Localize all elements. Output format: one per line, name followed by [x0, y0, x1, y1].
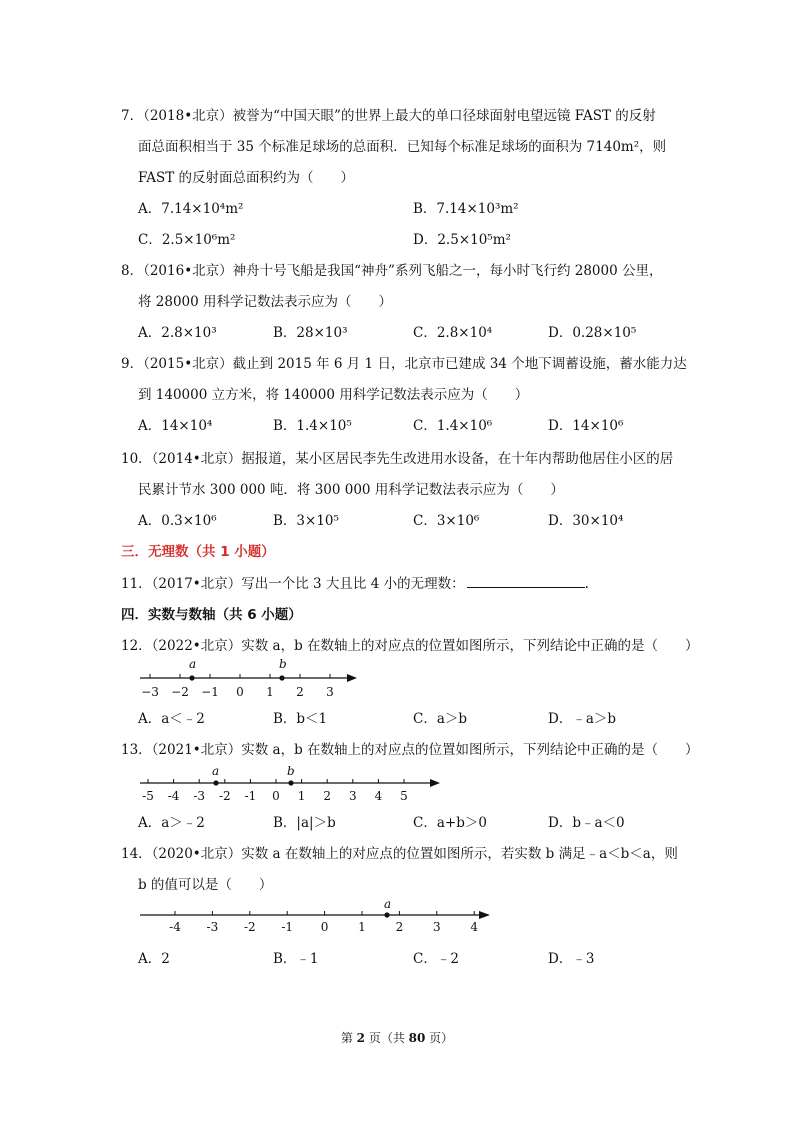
- q13-tick-label: 1: [297, 789, 306, 803]
- q9-line2: 到 140000 立方米，将 140000 用科学记数法表示应为（ ）: [138, 387, 529, 403]
- q13-point-b: [288, 780, 293, 785]
- q13-label-b: b: [287, 764, 295, 778]
- q13-option-a: A．a＞﹣2: [138, 815, 205, 831]
- footer-suffix: 页）: [425, 1031, 454, 1045]
- q10-line2: 民累计节水 300 000 吨．将 300 000 用科学记数法表示应为（ ）: [138, 482, 564, 498]
- q8-line1: 8．（2016•北京）神舟十号飞船是我国“神舟”系列飞船之一，每小时飞行约 28000 公里，: [121, 263, 663, 279]
- section-heading-irrational: 三．无理数（共 1 小题）: [121, 544, 275, 560]
- q13-number-line: [135, 760, 445, 805]
- q12-option-c: C．a＞b: [413, 711, 468, 727]
- q8-option-c: C．2.8×10⁴: [413, 325, 493, 341]
- q7-option-c: C．2.5×10⁶m²: [138, 232, 236, 248]
- q12-option-a: A．a＜﹣2: [138, 711, 205, 727]
- q12-option-b: B．b＜1: [273, 711, 328, 727]
- q8-line2: 将 28000 用科学记数法表示应为（ ）: [138, 294, 393, 310]
- q14-tick-label: 2: [395, 920, 404, 934]
- q7-line1: 7．（2018•北京）被誉为“中国天眼”的世界上最大的单口径球面射电望远镜 FAST 的反射: [121, 108, 656, 124]
- q13-tick-label: 0: [272, 789, 280, 803]
- q12-tick-label: −1: [201, 685, 219, 699]
- q13-tick-label: 4: [374, 789, 383, 803]
- q12-tick-label: −2: [171, 685, 189, 699]
- q10-option-b: B．3×10⁵: [273, 513, 339, 529]
- q14-tick-label: 1: [358, 920, 366, 934]
- footer-total-pages: 80: [408, 1031, 426, 1045]
- q7-option-b: B．7.14×10³m²: [413, 201, 519, 217]
- q12-point-b: [279, 675, 284, 680]
- q7-option-d: D．2.5×10⁵m²: [413, 232, 511, 248]
- q13-tick-label: -4: [167, 789, 180, 803]
- q11-period: .: [584, 576, 589, 592]
- footer-prefix: 第: [340, 1031, 357, 1045]
- q13-tick-label: 3: [348, 789, 357, 803]
- q14-option-b: B．﹣1: [273, 951, 319, 967]
- q13-tick-label: -5: [142, 789, 154, 803]
- q8-option-d: D．0.28×10⁵: [548, 325, 637, 341]
- q13-line1: 13．（2021•北京）实数 a，b 在数轴上的对应点的位置如图所示，下列结论中正确的是（ ）: [121, 742, 699, 758]
- q12-tick-label: −3: [141, 685, 159, 699]
- q14-line1: 14．（2020•北京）实数 a 在数轴上的对应点的位置如图所示，若实数 b 满足﹣a＜b＜a，则: [121, 846, 678, 862]
- q10-line1: 10．（2014•北京）据报道，某小区居民李先生改进用水设备，在十年内帮助他居住小区的居: [121, 451, 674, 467]
- q12-label-b: b: [279, 657, 287, 671]
- q13-tick-label: -2: [218, 789, 231, 803]
- q14-number-line: [135, 893, 495, 938]
- q7-option-a: A．7.14×10⁴m²: [138, 201, 244, 217]
- q12-label-a: a: [189, 657, 197, 671]
- q12-option-d: D．﹣a＞b: [548, 711, 617, 727]
- q13-tick-label: -1: [244, 789, 257, 803]
- q10-option-a: A．0.3×10⁶: [138, 513, 217, 529]
- q13-label-a: a: [212, 764, 220, 778]
- footer-page-number: 2: [356, 1031, 365, 1045]
- q13-option-d: D．b﹣a＜0: [548, 815, 625, 831]
- q9-option-a: A．14×10⁴: [138, 418, 213, 434]
- q14-option-a: A．2: [138, 951, 170, 967]
- q9-line1: 9．（2015•北京）截止到 2015 年 6 月 1 日，北京市已建成 34 个地下调蓄设施，蓄水能力达: [121, 356, 687, 372]
- q14-tick-label: 0: [320, 920, 329, 934]
- q14-line2: b 的值可以是（ ）: [138, 877, 273, 893]
- q7-line3: FAST 的反射面总面积约为（ ）: [138, 170, 354, 186]
- q14-point-a: [384, 912, 389, 917]
- q13-tick-label: -3: [193, 789, 206, 803]
- q13-point-a: [213, 780, 218, 785]
- q14-option-d: D．﹣3: [548, 951, 595, 967]
- q13-tick-label: 5: [400, 789, 408, 803]
- q13-option-b: B．|a|＞b: [273, 815, 336, 831]
- q12-tick-label: 0: [236, 685, 244, 699]
- q12-tick-label: 1: [266, 685, 274, 699]
- q10-option-d: D．30×10⁴: [548, 513, 624, 529]
- q14-option-c: C．﹣2: [413, 951, 459, 967]
- q14-tick-label: -1: [281, 920, 294, 934]
- q13-option-c: C．a+b＞0: [413, 815, 487, 831]
- q13-tick-label: 2: [323, 789, 332, 803]
- section-heading-number-line: 四．实数与数轴（共 6 小题）: [121, 607, 302, 623]
- q14-tick-label: -4: [169, 920, 181, 934]
- q12-tick-label: 2: [296, 685, 304, 699]
- q12-tick-label: 3: [326, 685, 334, 699]
- q9-option-c: C．1.4×10⁶: [413, 418, 493, 434]
- page-footer: [0, 1029, 794, 1046]
- q9-option-b: B．1.4×10⁵: [273, 418, 352, 434]
- q14-tick-label: 4: [470, 920, 479, 934]
- q12-point-a: [189, 675, 194, 680]
- q11-question: 11．（2017•北京）写出一个比 3 大且比 4 小的无理数：: [121, 576, 465, 592]
- q12-number-line: [135, 655, 365, 703]
- q14-tick-label: -3: [206, 920, 219, 934]
- q14-tick-label: 3: [432, 920, 441, 934]
- q8-option-a: A．2.8×10³: [138, 325, 217, 341]
- q14-label-a: a: [384, 897, 392, 911]
- q11-answer-blank[interactable]: [467, 575, 585, 588]
- q14-tick-label: -2: [243, 920, 256, 934]
- q12-line1: 12．（2022•北京）实数 a，b 在数轴上的对应点的位置如图所示，下列结论中正确的是（ ）: [121, 638, 699, 654]
- footer-middle: 页（共: [365, 1031, 409, 1045]
- q8-option-b: B．28×10³: [273, 325, 348, 341]
- q9-option-d: D．14×10⁶: [548, 418, 624, 434]
- q7-line2: 面总面积相当于 35 个标准足球场的总面积．已知每个标准足球场的面积为 7140m²，则: [138, 139, 667, 155]
- q10-option-c: C．3×10⁶: [413, 513, 480, 529]
- q11-text: [121, 572, 589, 592]
